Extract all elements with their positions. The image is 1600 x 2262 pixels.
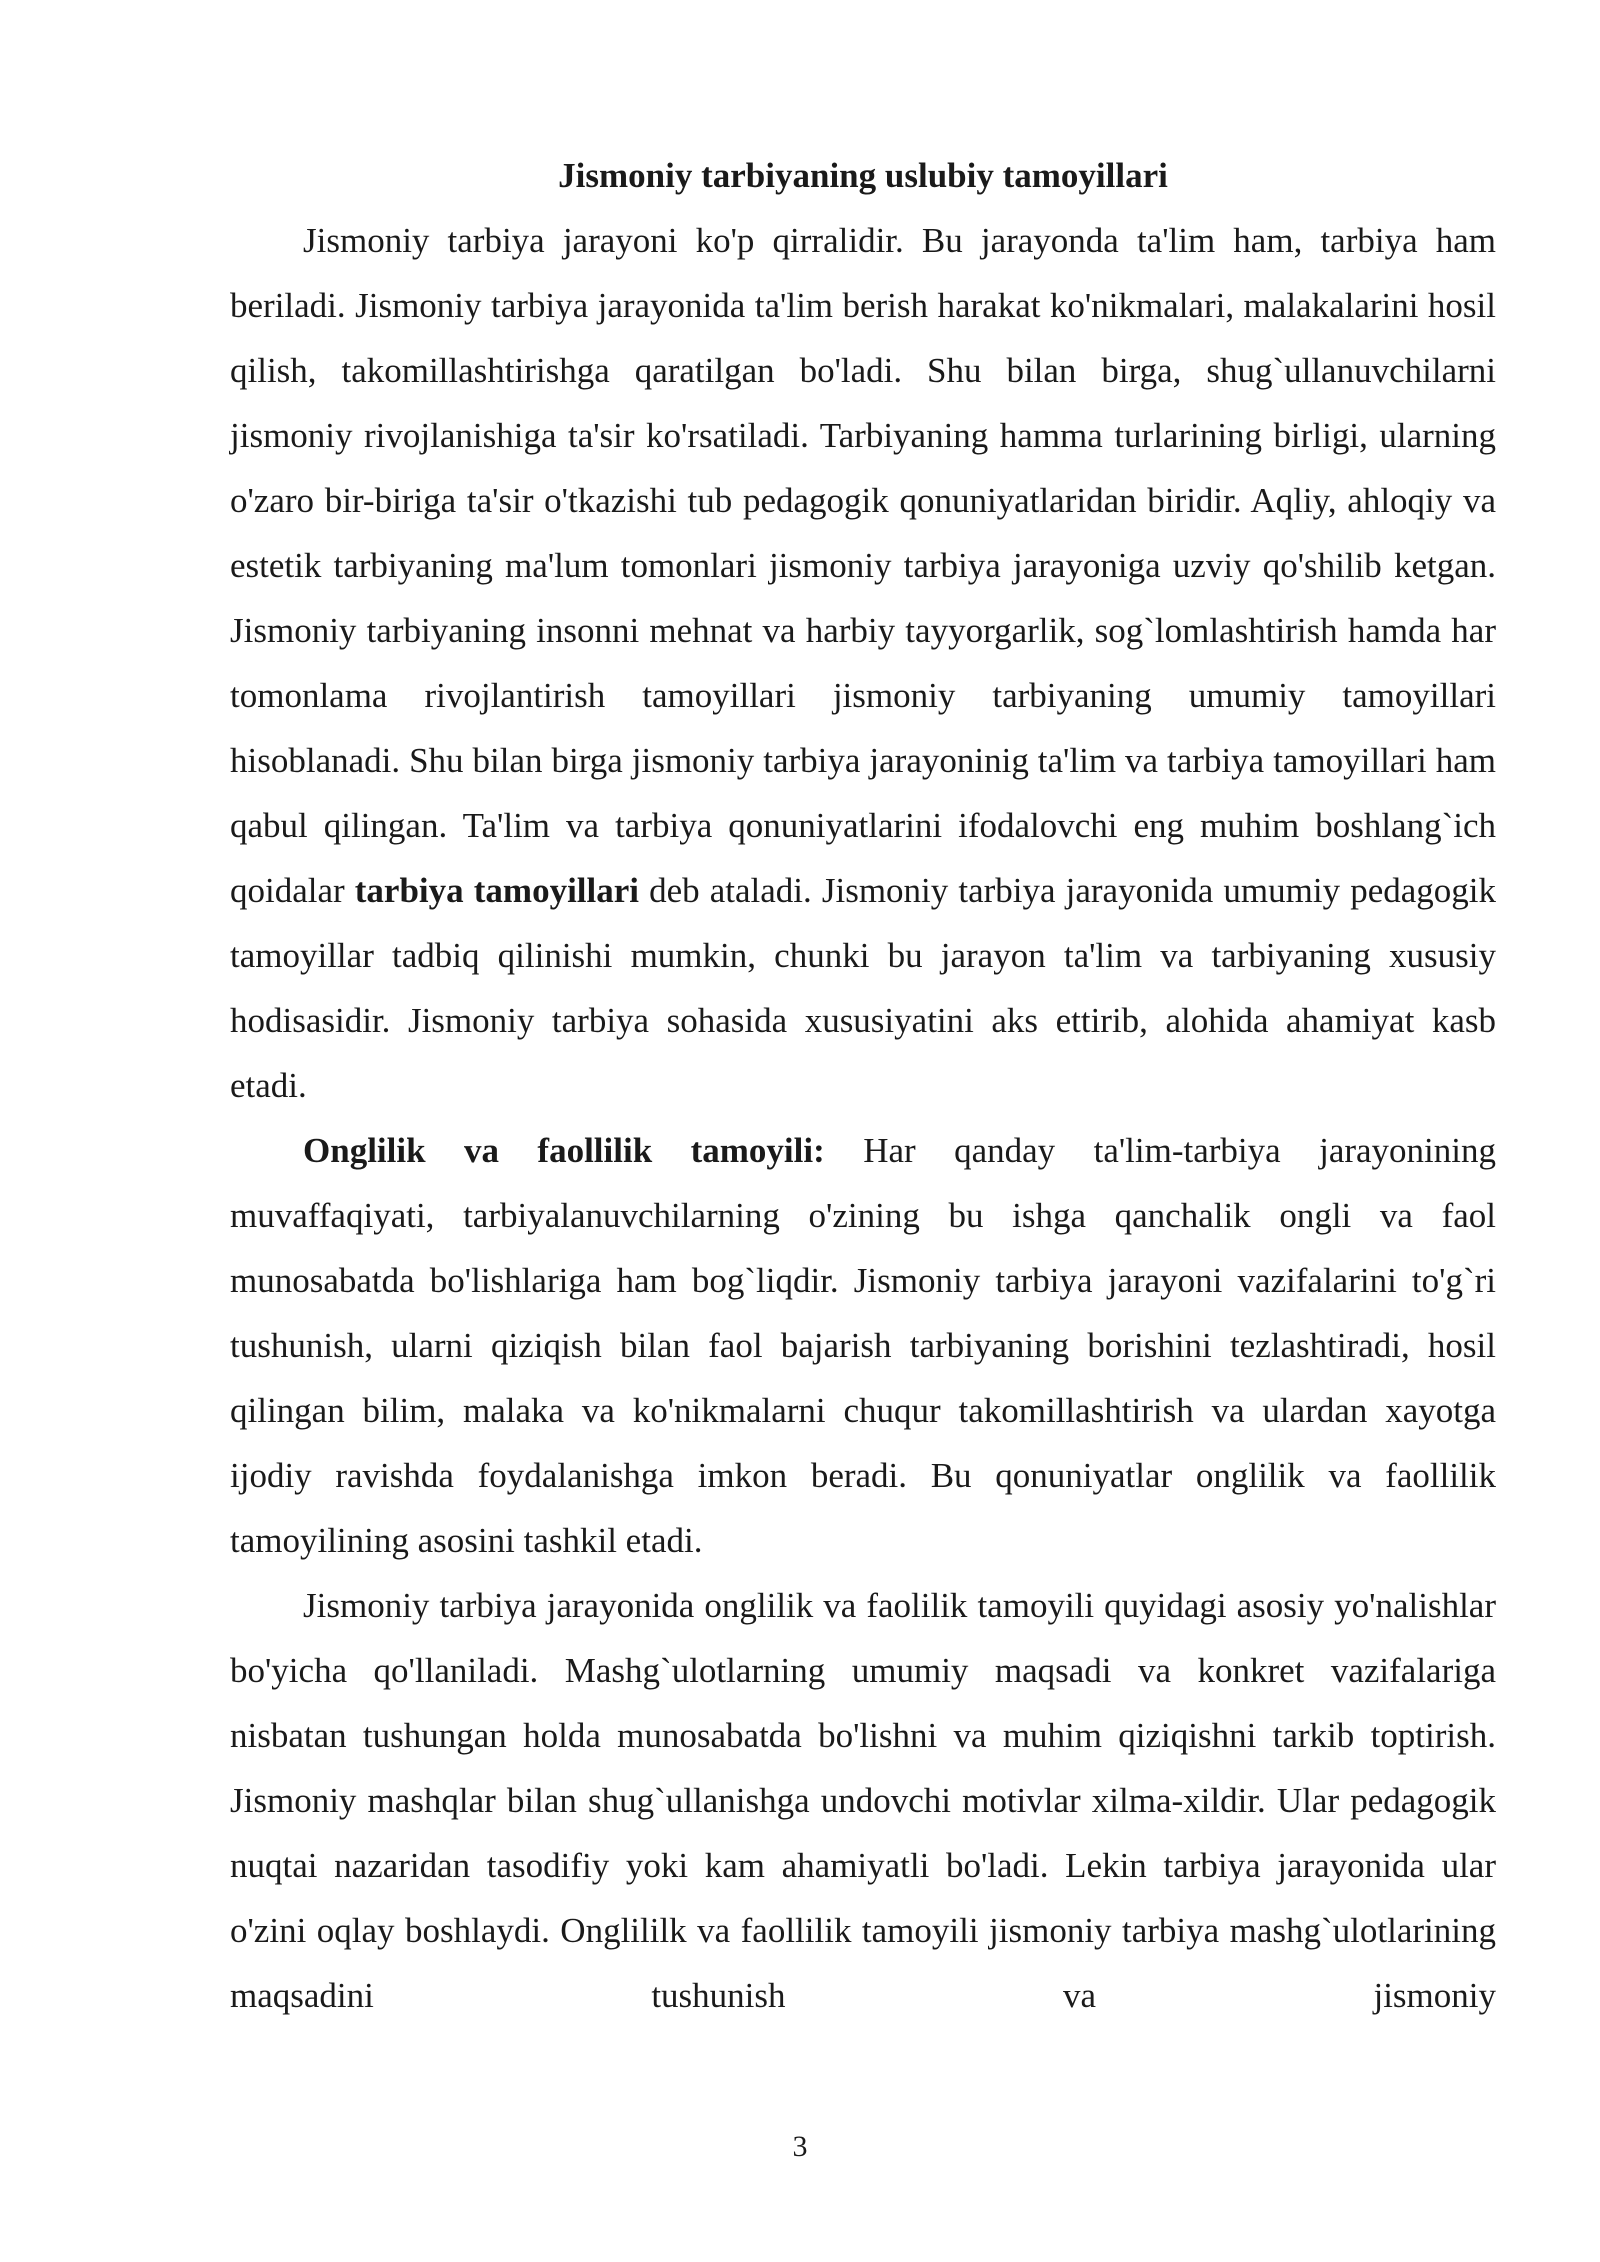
paragraph-1-text-b: deb ataladi. Jismoniy tarbiya jarayonida umumiy pedagogik tamoyillar tadbiq qilinishi mumkin, chunki bu jarayon ta'lim va tarbiyaning xususiy hodisasidir. Jismoniy tarbiya sohasida xususiyatini aks ettirib, alohida ahamiyat kasb etadi. — [230, 871, 1496, 1105]
paragraph-1-bold-term: tarbiya tamoyillari — [354, 871, 639, 910]
page-content — [230, 143, 1496, 2028]
paragraph-1 — [230, 208, 1496, 1118]
paragraph-2 — [230, 1118, 1496, 1573]
page-number: 3 — [792, 2130, 808, 2163]
paragraph-2-text: Har qanday ta'lim-tarbiya jarayonining muvaffaqiyati, tarbiyalanuvchilarning o'zining bu ishga qanchalik ongli va faol munosabatda bo'lishlariga ham bog`liqdir. Jismoniy tarbiya jarayoni vazifalarini to'g`ri tushunish, ularni qiziqish bilan faol bajarish tarbiyaning borishini tezlashtiradi, hosil qilingan bilim, malaka va ko'nikmalarni chuqur takomillashtirish va ulardan xayotga ijodiy ravishda foydalanishga imkon beradi. Bu qonuniyatlar onglilik va faollilik tamoyilining asosini tashkil etadi. — [230, 1131, 1496, 1560]
paragraph-3: Jismoniy tarbiya jarayonida onglilik va faolilik tamoyili quyidagi asosiy yo'nalishlar bo'yicha qo'llaniladi. Mashg`ulotlarning umumiy maqsadi va konkret vazifalariga nisbatan tushungan holda munosabatda bo'lishni va muhim qiziqishni tarkib toptirish. Jismoniy mashqlar bilan shug`ullanishga undovchi motivlar xilma-xildir. Ular pedagogik nuqtai nazaridan tasodifiy yoki kam ahamiyatli bo'ladi. Lekin tarbiya jarayonida ular o'zini oqlay boshlaydi. Onglililk va faollilik tamoyili jismoniy tarbiya mashg`ulotlarining maqsadini tushunish va jismoniy — [230, 1586, 1496, 2015]
paragraph-1-text-a: Jismoniy tarbiya jarayoni ko'p qirralidir. Bu jarayonda ta'lim ham, tarbiya ham beriladi. Jismoniy tarbiya jarayonida ta'lim berish harakat ko'nikmalari, malakalarini hosil qilish, takomillashtirishga qaratilgan bo'ladi. Shu bilan birga, shug`ullanuvchilarni jismoniy rivojlanishiga ta'sir ko'rsatiladi. Tarbiyaning hamma turlarining birligi, ularning o'zaro bir-biriga ta'sir o'tkazishi tub pedagogik qonuniyatlaridan biridir. Aqliy, ahloqiy va estetik tarbiyaning ma'lum tomonlari jismoniy tarbiya jarayoniga uzviy qo'shilib ketgan. Jismoniy tarbiyaning insonni mehnat va harbiy tayyorgarlik, sog`lomlashtirish hamda har tomonlama rivojlantirish tamoyillari jismoniy tarbiyaning umumiy tamoyillari hisoblanadi. Shu bilan birga jismoniy tarbiya jarayoninig ta'lim va tarbiya tamoyillari ham qabul qilingan. Ta'lim va tarbiya qonuniyatlarini ifodalovchi eng muhim boshlang`ich qoidalar — [230, 221, 1496, 910]
paragraph-2-heading: Onglilik va faollilik tamoyili: — [303, 1131, 825, 1170]
page-title: Jismoniy tarbiyaning uslubiy tamoyillari — [558, 156, 1168, 195]
